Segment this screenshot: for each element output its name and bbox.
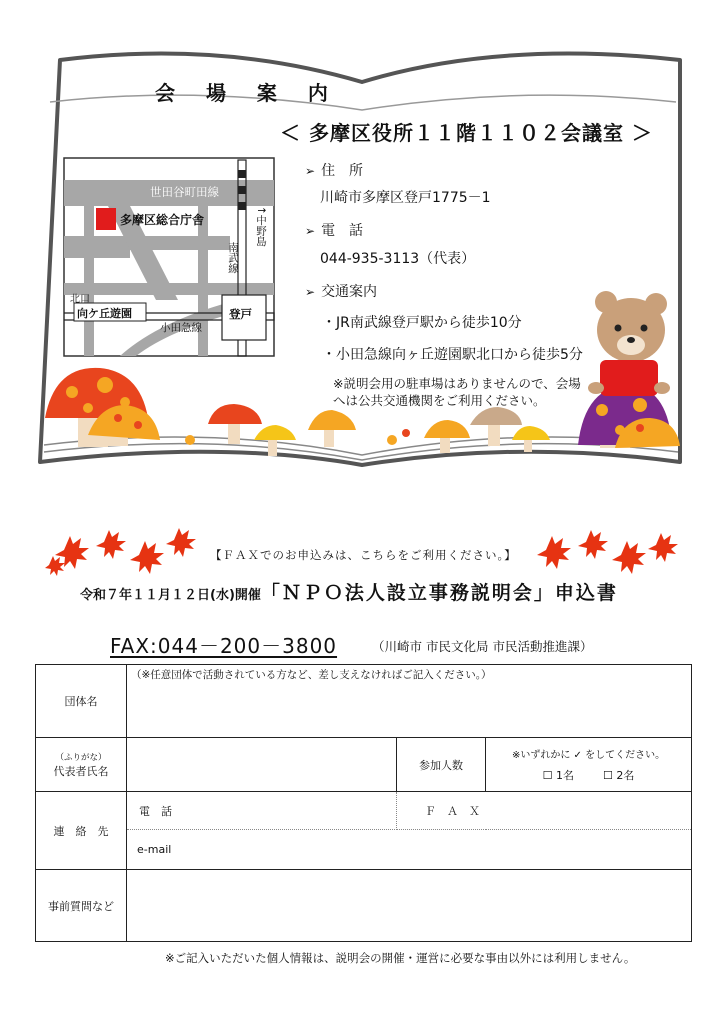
attendees-options (486, 738, 692, 792)
contact-label: 連 絡 先 (53, 824, 109, 838)
map-label-nambu: 南武線 (227, 242, 239, 274)
parking-note: ※説明会用の駐車場はありませんので、会場へは公共交通機関をご利用ください。 (333, 376, 581, 408)
rep-name-input[interactable] (127, 738, 397, 792)
maple-leaf-icon (45, 556, 65, 576)
checkbox-2[interactable]: ☐ (603, 769, 617, 782)
access-item: ・小田急線向ヶ丘遊園駅北口から徒歩5分 (322, 347, 583, 363)
rep-name-label-cell (36, 738, 127, 792)
questions-label-cell (36, 870, 127, 942)
furigana-label: （ふりがな） (55, 752, 107, 763)
bear-mascot (588, 291, 670, 396)
option-2-label: 2名 (616, 769, 635, 782)
access-label-text: 交通案内 (321, 284, 378, 300)
org-name-label: 団体名 (64, 695, 98, 708)
access-label (305, 281, 377, 301)
venue-room-title: ＜ 多摩区役所１１階１１０２会議室 ＞ (280, 121, 653, 145)
option-1-label: 1名 (556, 769, 575, 782)
phone-value: 044-935-3113（代表） (320, 251, 476, 267)
fax-banner: 【ＦＡＸでのお申込みは、こちらをご利用ください。】 (210, 548, 517, 562)
contact-label-cell (36, 792, 127, 870)
maple-leaf-icon (648, 533, 678, 562)
phone-label (305, 220, 363, 240)
bullet-arrow-icon: ➢ (305, 164, 316, 178)
fax-organization: （川崎市 市民文化局 市民活動推進課） (372, 639, 593, 654)
questions-label: 事前質問など (48, 899, 114, 913)
attendees-label: 参加人数 (419, 758, 463, 772)
maple-leaves-right (526, 520, 686, 580)
email-label: e-mail (137, 843, 172, 856)
address-label (305, 160, 363, 180)
attendees-note: ※いずれかに ✓ をしてください。 (511, 750, 666, 761)
maple-leaf-icon (166, 528, 196, 557)
phone-label-text: 電 話 (321, 223, 364, 239)
maple-leaf-icon (612, 541, 646, 574)
maple-leaf-icon (96, 530, 126, 559)
fax-input[interactable] (397, 792, 692, 830)
form-title-date: 令和７年１１月１２日(水)開催 (80, 588, 261, 603)
checkbox-1[interactable]: ☐ (542, 769, 557, 782)
map-label-building: 多摩区総合庁舎 (120, 213, 205, 227)
bullet-arrow-icon: ➢ (305, 224, 316, 238)
map-label-nakanoshima: ↑中野島 (255, 206, 267, 247)
email-input[interactable] (127, 830, 692, 870)
tel-input[interactable] (127, 792, 397, 830)
city-hall-marker (96, 208, 116, 230)
map-label-mukogaoka: 向ケ丘遊園 (77, 307, 132, 320)
venue-heading: 会 場 案 内 (155, 81, 340, 105)
fax-number: FAX:044－200－3800 (110, 634, 338, 658)
form-title (80, 578, 618, 605)
maple-leaf-icon (130, 541, 164, 574)
org-name-input[interactable] (127, 665, 692, 738)
tel-label: 電 話 (139, 804, 172, 818)
map-label-kitaguchi: 北口 (70, 294, 90, 305)
bullet-arrow-icon: ➢ (305, 285, 316, 299)
org-name-note: （※任意団体で活動されている方など、差し支えなければご記入ください。） (131, 669, 492, 681)
attendees-label-cell (397, 738, 486, 792)
address-value: 川崎市多摩区登戸1775－1 (320, 190, 491, 206)
maple-leaf-icon (537, 536, 571, 569)
map-label-odakyu: 小田急線 (160, 322, 202, 334)
map-label-noborito: 登戸 (229, 307, 252, 321)
org-name-label-cell (36, 665, 127, 738)
maple-leaves-left (44, 520, 204, 580)
form-title-main: 「ＮＰＯ法人設立事務説明会」申込書 (260, 582, 618, 604)
fax-label: Ｆ Ａ Ｘ (425, 804, 480, 818)
questions-input[interactable] (127, 870, 692, 942)
maple-leaf-icon (578, 530, 608, 559)
privacy-note: ※ご記入いただいた個人情報は、説明会の開催・運営に必要な事由以外には利用しません。 (165, 951, 636, 965)
application-form-table (35, 664, 692, 942)
access-item: ・JR南武線登戸駅から徒歩10分 (322, 315, 522, 331)
rep-name-label: 代表者氏名 (53, 764, 109, 778)
address-label-text: 住 所 (321, 163, 364, 179)
map-label-setagaya: 世田谷町田線 (150, 185, 219, 199)
